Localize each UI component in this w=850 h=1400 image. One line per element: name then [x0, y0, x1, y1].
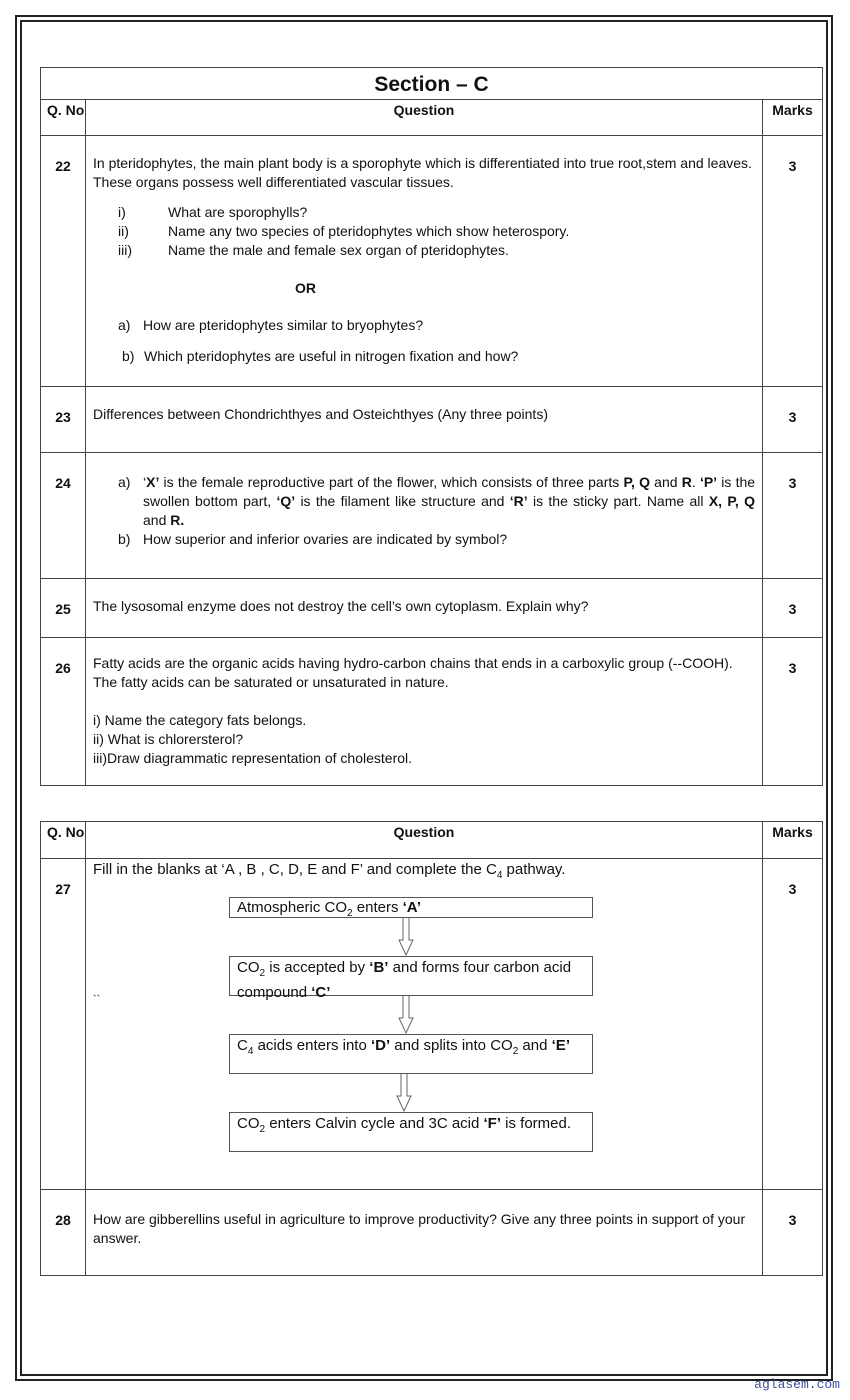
marks-value: 3 [788, 660, 797, 676]
marks-value: 3 [788, 601, 797, 617]
stray-mark: `` [93, 994, 101, 1006]
text-segment: R. [170, 512, 185, 528]
q22-item-text: Name the male and female sex organ of pteridophytes. [168, 242, 509, 258]
text-segment: ‘F’ [483, 1115, 501, 1132]
table-row-q25 [41, 578, 822, 637]
q24-b-text: How superior and inferior ovaries are indicated by symbol? [143, 531, 508, 547]
text-segment: ‘B’ [369, 959, 389, 976]
section-title: Section – C [374, 73, 489, 96]
text-segment: and forms four carbon acid compound [237, 959, 572, 1001]
table-row-q23 [41, 386, 822, 452]
text-segment: 4 [247, 1046, 254, 1057]
text-segment: enters Calvin cycle and 3C acid [265, 1115, 484, 1132]
q22-item-label: ii) [118, 223, 129, 239]
text-segment: X’ [146, 474, 160, 490]
table-row-q28 [41, 1189, 822, 1275]
q26-item: iii)Draw diagrammatic representation of cholesterol. [93, 750, 413, 766]
question-number: 23 [41, 387, 86, 452]
text-segment: . [691, 474, 700, 490]
question-number: 24 [41, 453, 86, 578]
text-segment: 2 [259, 1124, 266, 1135]
q25-text: The lysosomal enzyme does not destroy the cell’s own cytoplasm. Explain why? [93, 598, 589, 614]
text-segment: and splits into CO [390, 1037, 513, 1054]
q23-text: Differences between Chondrichthyes and Osteichthyes (Any three points) [93, 406, 548, 422]
text-segment: 2 [512, 1046, 519, 1057]
text-segment: and [518, 1037, 552, 1054]
table-row-q24 [41, 452, 822, 578]
q26-intro: Fatty acids are the organic acids having hydro-carbon chains that ends in a carboxylic group (--COOH). The fatty acids can be saturated or unsaturated in nature. [93, 655, 733, 690]
text-segment: ‘P’ [699, 474, 718, 490]
header-question: Question [86, 100, 763, 135]
text-segment: is the filament like structure and [295, 493, 510, 509]
text-segment: ‘E’ [551, 1037, 570, 1054]
text-segment: ‘R’ [509, 493, 528, 509]
or-label: OR [295, 280, 316, 296]
q26-item: i) Name the category fats belongs. [93, 712, 307, 728]
marks-value: 3 [788, 158, 797, 174]
flow-box-f [229, 1112, 593, 1152]
text-segment: is accepted by [265, 959, 370, 976]
question-text [86, 387, 763, 452]
watermark-link[interactable]: aglasem.com [754, 1377, 840, 1392]
question-text [86, 1190, 763, 1275]
q22-alt-text: Which pteridophytes are useful in nitrogen fixation and how? [144, 348, 519, 364]
q22-alt-label: a) [118, 317, 131, 333]
text-segment: Atmospheric CO [237, 899, 348, 916]
header-marks: Marks [772, 824, 813, 840]
marks-value: 3 [788, 881, 797, 897]
text-segment: enters [352, 899, 403, 916]
header-qno: Q. No [41, 100, 86, 135]
text-segment: is the sticky part. Name all [527, 493, 709, 509]
text-segment: pathway. [502, 861, 566, 878]
text-segment: and [143, 512, 171, 528]
marks-value: 3 [788, 409, 797, 425]
text-segment: is the female reproductive part of the flower, which consists of three parts [159, 474, 624, 490]
question-text [86, 579, 763, 637]
table-header [41, 99, 822, 135]
header-qno: Q. No [41, 822, 86, 858]
q22-item-label: i) [118, 204, 126, 220]
question-number: 25 [41, 579, 86, 637]
questions-table-2 [40, 821, 823, 1276]
text-segment: CO [237, 1115, 260, 1132]
down-arrow-icon [398, 996, 414, 1034]
text-segment: ‘A’ [402, 899, 421, 916]
q22-item-text: Name any two species of pteridophytes which show heterospory. [168, 223, 570, 239]
text-segment: X, P, Q [708, 493, 755, 509]
section-c-table [40, 67, 823, 786]
text-segment: 4 [496, 870, 503, 881]
text-segment: 2 [347, 908, 353, 919]
down-arrow-icon [398, 918, 414, 956]
text-segment: ‘ [143, 474, 147, 490]
text-segment: R [681, 474, 692, 490]
flow-box-a [229, 897, 593, 918]
question-text [86, 453, 763, 578]
header-marks: Marks [772, 102, 813, 118]
q24-b-label: b) [118, 531, 131, 547]
text-segment: P, Q [623, 474, 650, 490]
table-row-q26 [41, 637, 822, 785]
table-row-q22 [41, 135, 822, 386]
flow-box-b-c [229, 956, 593, 1001]
question-text [86, 859, 763, 1189]
question-number: 26 [41, 638, 86, 785]
q24-a-text [143, 473, 755, 530]
text-segment: 2 [259, 968, 266, 979]
text-segment: is formed. [501, 1115, 572, 1132]
text-segment: ‘D’ [370, 1037, 391, 1054]
question-text [86, 136, 763, 386]
q27-intro [93, 859, 755, 887]
q22-intro: In pteridophytes, the main plant body is a sporophyte which is differentiated into true root,stem and leaves. These organs possess well differentiated vascular tissues. [93, 155, 752, 190]
q22-item-text: What are sporophylls? [168, 204, 308, 220]
text-segment: ‘C’ [311, 984, 331, 1001]
text-segment: C [237, 1037, 248, 1054]
table-row-q27 [41, 858, 822, 1189]
question-number: 28 [41, 1190, 86, 1275]
q22-alt-text: How are pteridophytes similar to bryophytes? [143, 317, 424, 333]
q28-text: How are gibberellins useful in agriculture to improve productivity? Give any three points in support of your answer. [93, 1211, 746, 1246]
q22-item-label: iii) [118, 242, 132, 258]
question-number: 27 [41, 859, 86, 1189]
text-segment: acids enters into [253, 1037, 371, 1054]
flow-box-d-e [229, 1034, 593, 1074]
header-question: Question [86, 822, 763, 858]
marks-value: 3 [788, 1212, 797, 1228]
q22-alt-label: b) [122, 348, 135, 364]
text-segment: CO [237, 959, 260, 976]
table-header [41, 822, 822, 858]
marks-value: 3 [788, 475, 797, 491]
text-segment: Fill in the blanks at ‘A , B , C, D, E and F’ and complete the C [93, 861, 497, 878]
text-segment: and [649, 474, 682, 490]
q24-a-label: a) [118, 474, 131, 490]
question-number: 22 [41, 136, 86, 386]
q26-item: ii) What is chlorersterol? [93, 731, 244, 747]
question-text [86, 638, 763, 785]
text-segment: is the swollen bottom part, [143, 474, 756, 509]
down-arrow-icon [396, 1074, 412, 1112]
text-segment: ‘Q’ [276, 493, 296, 509]
